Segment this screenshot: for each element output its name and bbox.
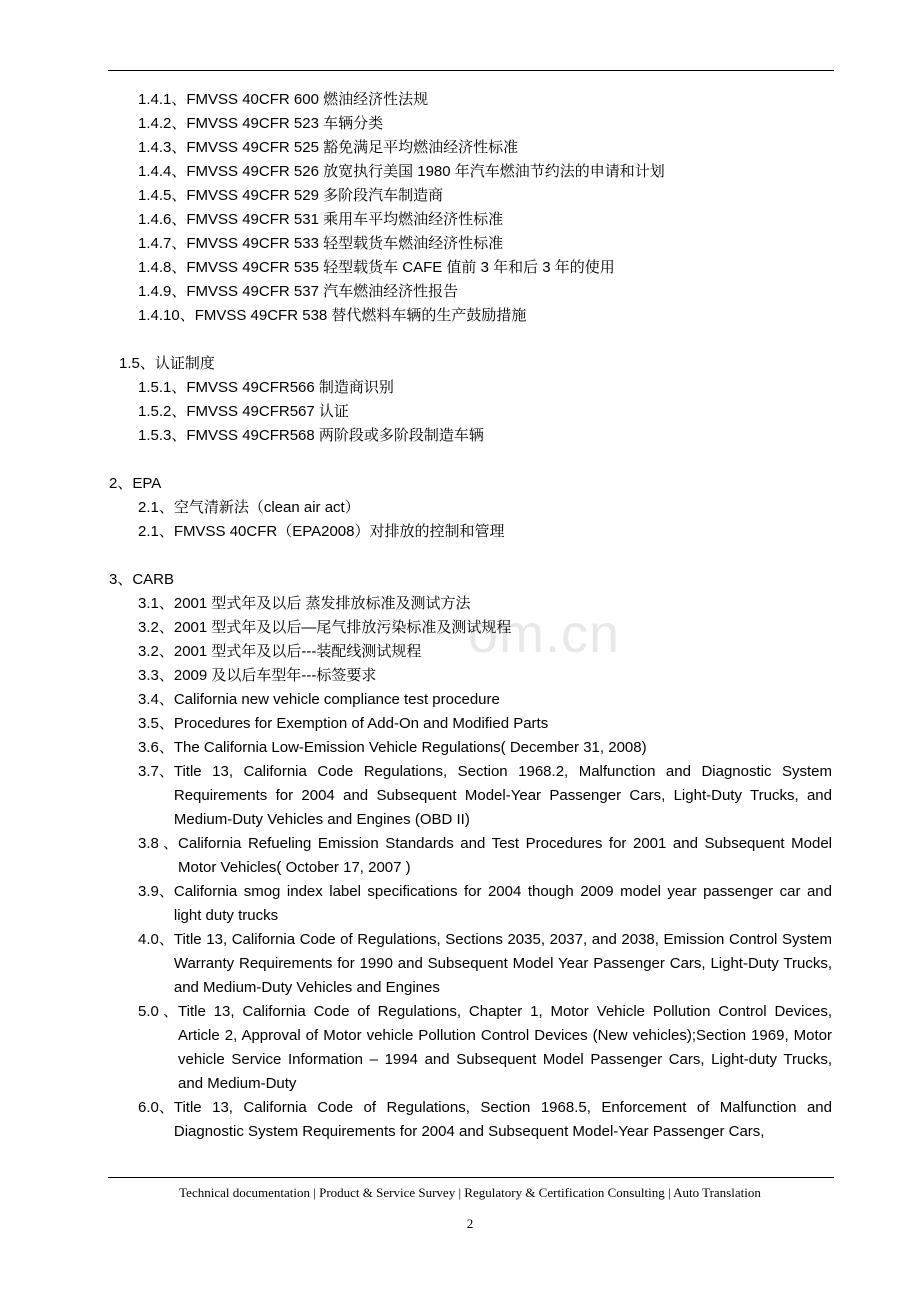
item-text: Title 13, California Code Regulations, Section 1968.2, Malfunction and Diagnostic System Requirements for 2004 and Subsequent Model-Year Passenger Cars, Light-Duty Trucks, and Medium-Duty Vehicles and Engines (OBD II) — [173, 763, 832, 828]
list-item — [0, 832, 832, 880]
list-item: 1.4.4、FMVSS 49CFR 526 放宽执行美国 1980 年汽车燃油节约法的申请和计划 — [138, 163, 665, 180]
item-number: 4.0、 — [138, 931, 174, 948]
item-text: Title 13, California Code of Regulations, Chapter 1, Motor Vehicle Pollution Control Devices, Article 2, Approval of Motor vehicle Pollution Control Devices (New vehicles);Section 1969, Motor vehicle Service Information – 1994 and Subsequent Model Passenger Cars, Light-duty Trucks, and Medium-Duty — [178, 1003, 832, 1092]
list-item: 1.4.1、FMVSS 40CFR 600 燃油经济性法规 — [138, 91, 429, 108]
document-body — [0, 88, 920, 1144]
list-item: 3.5、Procedures for Exemption of Add-On and Modified Parts — [138, 715, 549, 732]
item-number: 5.0 、 — [138, 1003, 179, 1020]
page-number: 2 — [466, 1216, 474, 1231]
list-item: 1.4.7、FMVSS 49CFR 533 轻型载货车燃油经济性标准 — [138, 235, 504, 252]
list-item: 1.4.3、FMVSS 49CFR 525 豁免满足平均燃油经济性标准 — [138, 139, 519, 156]
list-item: 1.4.8、FMVSS 49CFR 535 轻型载货车 CAFE 值前 3 年和后 3 年的使用 — [138, 259, 615, 276]
list-item: 1.4.6、FMVSS 49CFR 531 乘用车平均燃油经济性标准 — [138, 211, 504, 228]
header-rule — [108, 70, 834, 71]
list-item: 1.5.3、FMVSS 49CFR568 两阶段或多阶段制造车辆 — [138, 427, 484, 444]
footer-rule — [108, 1177, 834, 1178]
item-number: 3.9、 — [138, 883, 174, 900]
list-item: 2.1、空气清新法（clean air act） — [138, 499, 360, 516]
item-text: California smog index label specifications for 2004 though 2009 model year passenger car and light duty trucks — [173, 883, 832, 924]
section-heading: 3、CARB — [109, 571, 175, 588]
list-item: 3.3、2009 及以后车型年---标签要求 — [138, 667, 377, 684]
list-item: 3.2、2001 型式年及以后---装配线测试规程 — [138, 643, 422, 660]
list-item: 3.4、California new vehicle compliance test procedure — [138, 691, 500, 708]
list-item: 1.4.9、FMVSS 49CFR 537 汽车燃油经济性报告 — [138, 283, 459, 300]
section-heading: 1.5、认证制度 — [119, 355, 215, 372]
list-item: 3.6、The California Low-Emission Vehicle Regulations( December 31, 2008) — [138, 739, 647, 756]
list-item: 1.5.2、FMVSS 49CFR567 认证 — [138, 403, 349, 420]
list-item — [0, 760, 832, 832]
item-number: 6.0、 — [138, 1099, 174, 1116]
list-item: 3.2、2001 型式年及以后—尾气排放污染标准及测试规程 — [138, 619, 512, 636]
list-item: 2.1、FMVSS 40CFR（EPA2008）对排放的控制和管理 — [138, 523, 505, 540]
item-text: Title 13, California Code of Regulations, Section 1968.5, Enforcement of Malfunction and Diagnostic System Requirements for 2004 and Subsequent Model-Year Passenger Cars, — [173, 1099, 832, 1140]
watermark: om.cn — [468, 604, 621, 664]
list-item: 1.4.5、FMVSS 49CFR 529 多阶段汽车制造商 — [138, 187, 444, 204]
list-item — [0, 1000, 832, 1096]
list-item — [0, 1096, 832, 1144]
list-item: 1.4.2、FMVSS 49CFR 523 车辆分类 — [138, 115, 384, 132]
item-number: 3.7、 — [138, 763, 174, 780]
list-item: 3.1、2001 型式年及以后 蒸发排放标准及测试方法 — [138, 595, 471, 612]
item-number: 3.8 、 — [138, 835, 179, 852]
item-text: California Refueling Emission Standards and Test Procedures for 2001 and Subsequent Model Motor Vehicles( October 17, 2007 ) — [178, 835, 832, 876]
list-item: 1.4.10、FMVSS 49CFR 538 替代燃料车辆的生产鼓励措施 — [138, 307, 527, 324]
list-item — [0, 880, 832, 928]
list-item: 1.5.1、FMVSS 49CFR566 制造商识别 — [138, 379, 394, 396]
item-text: Title 13, California Code of Regulations, Sections 2035, 2037, and 2038, Emission Control System Warranty Requirements for 1990 and Subsequent Model Year Passenger Cars, Light-Duty Trucks, and Medium-Duty Vehicles and Engines — [173, 931, 832, 996]
list-item — [0, 928, 832, 1000]
section-heading: 2、EPA — [109, 475, 162, 492]
page-footer: Technical documentation | Product & Service Survey | Regulatory & Certification Consulting | Auto Translation — [179, 1185, 761, 1200]
